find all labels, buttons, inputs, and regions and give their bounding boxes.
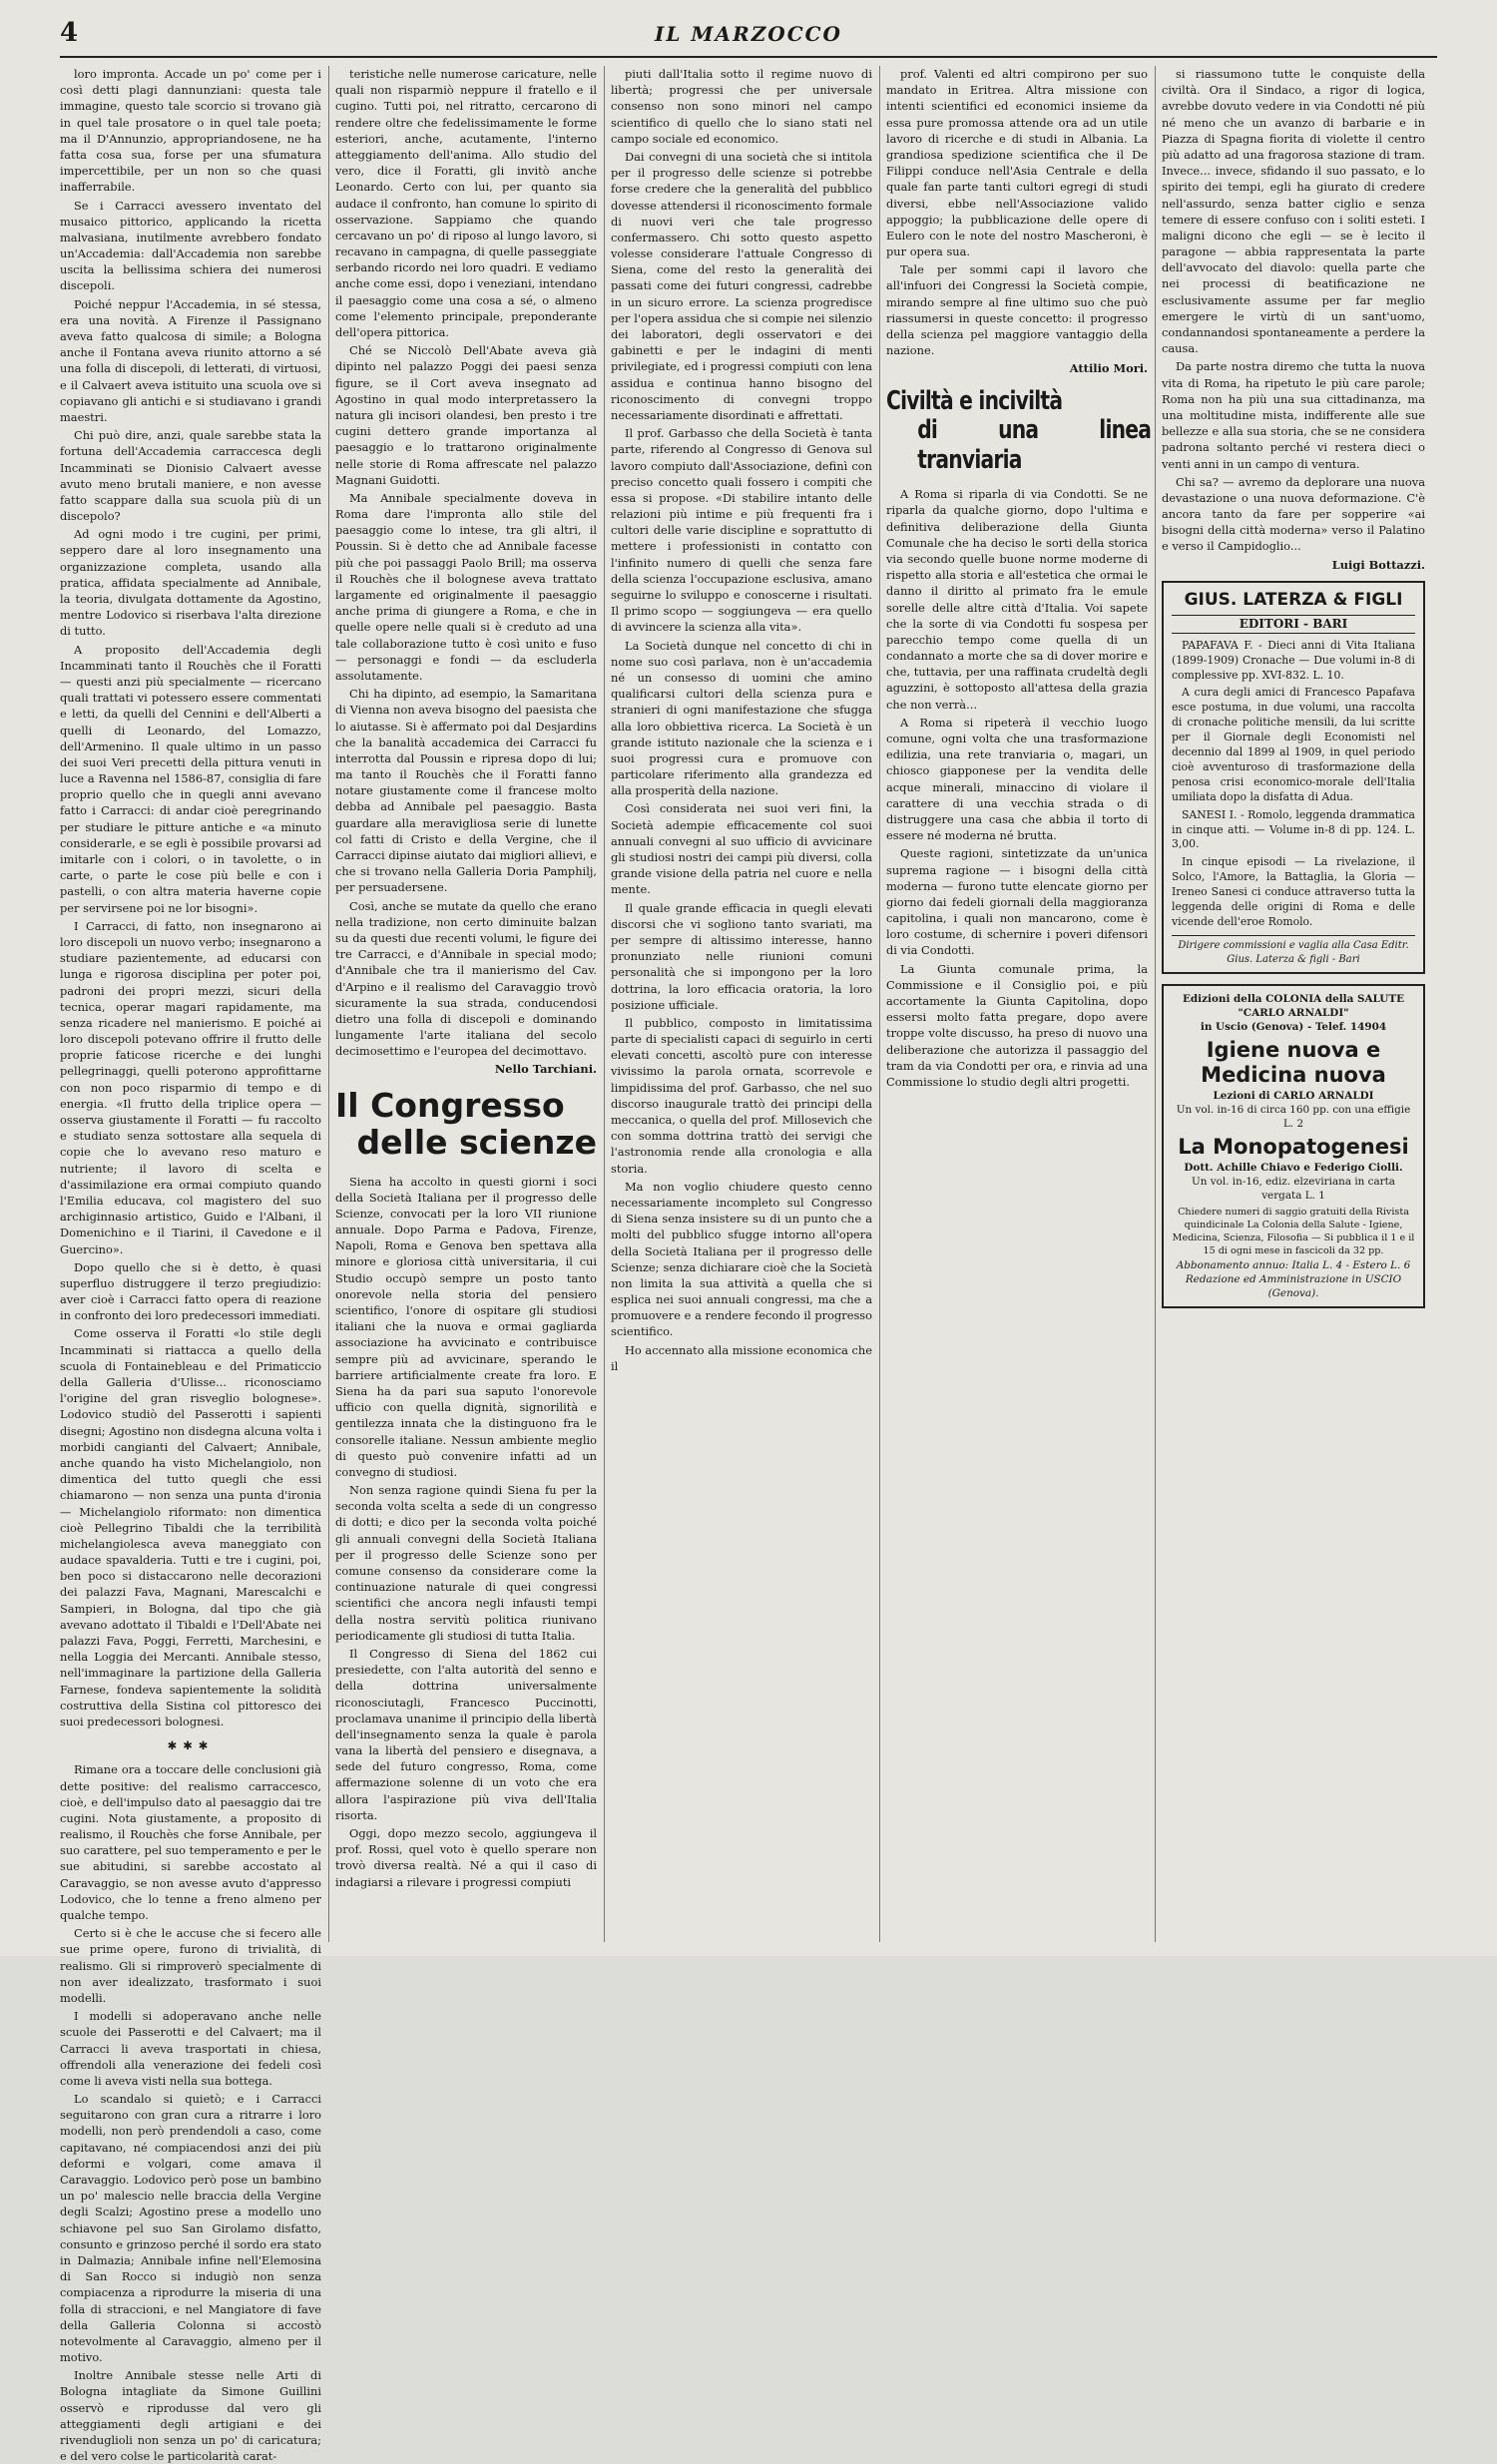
ad-line: Edizioni della COLONIA della SALUTE "CARLO ARNALDI" <box>1182 993 1404 1020</box>
paragraph: Il pubblico, composto in limitatissima parte di specialisti capaci di seguirlo in certi elevati concetti, ascoltò pure con interesse vivissimo la parola ornata, scorrevole e limpidissima del prof. Garbasso, che nel suo discorso inaugurale trattò dei principi della meccanica, o quella del prof. Millosevich che con somma dottrina trattò dei servigi che l'astronomia rende alla cronologia e alla storia. <box>611 1015 872 1176</box>
column-3 <box>611 66 872 1942</box>
ad-title: Igiene nuova e Medicina nuova <box>1201 1038 1386 1087</box>
paragraph: La Giunta comunale prima, la Commissione e il Consiglio poi, e più accortamente la Giunta Capitolina, dopo essersi molto fatta pregare, dopo avere troppe volte discusso, ha preso di nuovo una deliberazione che autorizza il passaggio del tram da via Condotti per ora, e rinvia ad una Commissione lo studio degli altri progetti. <box>886 961 1148 1089</box>
paragraph: Chi sa? — avremo da deplorare una nuova devastazione o una nuova deformazione. C'è ancora tanto da fare per sopperire «ai bisogni della città moderna» verso il Palatino e verso il Campidoglio... <box>1162 474 1425 554</box>
ad-line: Abbonamento annuo: Italia L. 4 - Estero L. 6 <box>1176 1258 1411 1271</box>
paragraph: Ho accennato alla missione economica che il <box>611 1342 872 1373</box>
section-separator: ✱✱✱ <box>167 1738 215 1753</box>
paragraph: Ma non voglio chiudere questo cenno necessariamente incompleto sul Congresso di Siena senza insistere su di un punto che a molti del pubblico sfugge intorno all'opera della Società Italiana per il progresso delle Scienze; senza dichiarare cioè che la Società non limita la sua attività a quella che si esplica nei suoi annuali congressi, ma che a promuovere e a rendere fecondo il progresso scientifico. <box>611 1179 872 1339</box>
column-divider <box>879 66 880 1942</box>
author-signature: Nello Tarchiani. <box>494 1062 597 1077</box>
paragraph: Chi può dire, anzi, quale sarebbe stata la fortuna dell'Accademia carraccesca degli Incamminati se Dionisio Calvaert avesse avuto meno brutali maniere, e non avesse fatto scappare dalla sua scuola più di un discepolo? <box>60 428 321 524</box>
ad-line: Un vol. in-16 di circa 160 pp. con una effigie L. 2 <box>1176 1103 1411 1130</box>
article-title: Civiltà e inciviltà di una linea tranviaria <box>886 385 1152 476</box>
ad-title: GIUS. LATERZA & FIGLI <box>1172 589 1415 616</box>
ad-subtitle: EDITORI - BARI <box>1172 616 1415 634</box>
paragraph: Chi ha dipinto, ad esempio, la Samaritana di Vienna non aveva bisogno del paesista che lo aiutasse. Si è affermato poi dal Desjardins che la banalità accademica dei Carracci fu interrotta dal Poussin e ripresa dopo di lui; ma tanto il Rouchès che il Foratti fanno notare giustamente come il francese molto debba ad Annibale pel paesaggio. Basta guardare alla meravigliosa serie di lunette col fatti di Cristo e della Vergine, che il Carracci dipinse aiutato dai migliori allievi, e che si trovano nella Galleria Doria Pamphilj, per persuadersene. <box>335 687 597 895</box>
column-2 <box>335 66 597 1942</box>
paragraph: Rimane ora a toccare delle conclusioni già dette positive: del realismo carraccesco, cioè, e dell'impulso dato al paesaggio dai tre cugini. Nota giustamente, a proposito di realismo, il Rouchès che forse Annibale, per suo carattere, pel suo temperamento e per le sue abitudini, si sarebbe accostato al Caravaggio, se non avesse avuto d'appresso Lodovico, che lo tenne a freno almeno per qualche tempo. <box>60 1762 321 1922</box>
column-divider <box>604 66 605 1942</box>
paragraph: Il quale grande efficacia in quegli elevati discorsi che vi sogliono tanto svariati, ma per sempre di altissimo interesse, hanno pronunziato nelle riunioni comuni personalità che si impongono per la loro dottrina, la loro efficacia oratoria, la loro posizione ufficiale. <box>611 900 872 1012</box>
column-divider <box>328 66 329 1942</box>
ad-entry: In cinque episodi — La rivelazione, il Solco, l'Amore, la Battaglia, la Gloria — Ireneo Sanesi ci conduce attraverso tutta la leggenda delle origini di Roma e delle vicende dell'eroe Romolo. <box>1172 855 1415 928</box>
paragraph: teristiche nelle numerose caricature, nelle quali non risparmiò neppure il fratello e il cugino. Tutti poi, nel ritratto, cercarono di rendere oltre che fedelissimamente le forme esteriori, anche, acutamente, l'interno atteggiamento dell'anima. Allo studio del vero, dice il Foratti, gli invitò anche Leonardo. Certo con lui, per quanto sia audace il confronto, han comune lo spirito di osservazione. Sappiamo che quando cercavano un po' di riposo al lungo lavoro, si recavano in campagna, di quelle passeggiate serbando ricordo nei loro quadri. E vediamo anche come essi, dopo i veneziani, intendano il paesaggio come una cosa a sé, o almeno come l'elemento principale, preponderante dell'opera pittorica. <box>335 67 597 339</box>
column-1 <box>60 66 321 2464</box>
advertisement-laterza <box>1162 581 1425 975</box>
paragraph: I Carracci, di fatto, non insegnarono ai loro discepoli un nuovo verbo; insegnarono a studiare pazientemente, ad educarsi con lunga e rigorosa disciplina per poter poi, padroni dei propri mezzi, sicuri della tecnica, operar magari rapidamente, ma senza ricadere nel manierismo. E poiché ai loro discepoli potevano offrire il frutto delle proprie faticose ricerche e dei lunghi pellegrinaggi, quelli poterono approfittarne con non poco risparmio di tempo e di energia. «Il frutto della triplice opera — osserva giustamente il Foratti — fu raccolto e studiato senza sottostare alla sequela di copie che lo avevano reso maturo e nutriente; il lavoro di scelta e d'assimilazione era ormai compiuto quando l'Emilia educava, col magistero del suo archiginnasio artistico, Guido e l'Albani, il Domenichino e il Tiarini, il Cavedone e il Guercino». <box>60 918 321 1256</box>
ad-line: Un vol. in-16, ediz. elzeviriana in carta vergata L. 1 <box>1192 1176 1395 1203</box>
page-header <box>60 18 1437 50</box>
paragraph: I modelli si adoperavano anche nelle scuole dei Passerotti e del Calvaert; ma il Carracci li aveva trasportati in chiesa, offrendoli alla venerazione dei fedeli così come li aveva visti nella sua bottega. <box>60 2009 321 2088</box>
paragraph: loro impronta. Accade un po' come per i così detti plagi dannunziani: questa tale immagine, questo tale scorcio si trovano già in quel tale prosatore o in quel tale poeta; ma il D'Annunzio, appropriandosene, ne ha fatta cosa sua, forse per una sfumatura impercettibile, per un non so che quasi inafferrabile. <box>60 67 321 195</box>
paragraph: Inoltre Annibale stesse nelle Arti di Bologna intagliate da Simone Guillini osservò e riprodusse dal vero gli atteggiamenti degli artigiani e dei rivenduglioli non senza un po' di caricatura; e del vero colse le particolarità carat- <box>60 2368 321 2464</box>
paragraph: Non senza ragione quindi Siena fu per la seconda volta scelta a sede di un congresso di dotti; e dico per la seconda volta poiché gli annuali convegni della Società Italiana per il progresso delle Scienze sono per comune consenso da considerare come la continuazione naturale di quei congressi scientifici che ancora negli infausti tempi della nostra servitù politica riunivano periodicamente gli studiosi di tutta Italia. <box>335 1483 597 1643</box>
ad-line: in Uscio (Genova) - Telef. 14904 <box>1200 1021 1387 1034</box>
paragraph: Dopo quello che si è detto, è quasi superfluo distruggere il terzo pregiudizio: aver cioè i Carracci fatto opera di reazione in confronto dei loro predecessori immediati. <box>60 1259 321 1323</box>
paragraph: Ma Annibale specialmente doveva in Roma dare l'impronta allo stile del paesaggio come lo intese, tra gli altri, il Poussin. Si è detto che ad Annibale facesse più che poi passaggi Paolo Brill; ma osserva il Rouchès che il bolognese aveva trattato largamente ed originalmente il paesaggio anche prima di giungere a Roma, e che in quelle opere nelle quali si è creduto ad una tale collaborazione tutto è così unito e fuso — personaggi e fondi — da escluderla assolutamente. <box>335 490 597 683</box>
paragraph: piuti dall'Italia sotto il regime nuovo di libertà; progressi che per universale consenso non sono minori nel campo scientifico di quello che lo siano stati nel campo sociale ed economico. <box>611 67 872 146</box>
paragraph: Dai convegni di una società che si intitola per il progresso delle scienze si potrebbe forse credere che la generalità del pubblico dovesse attendersi il riconoscimento formale di nuovi veri che tale progresso confermassero. Chi sotto questo aspetto volesse considerare l'attuale Congresso di Siena, come del resto la generalità dei passati come dei futuri congressi, cadrebbe in un sicuro errore. La scienza progredisce per l'opera assidua che si compie nei silenzio dei laboratori, degli osservatori e dei gabinetti e per le indagini di menti privilegiate, ed i progressi compiuti con lena assidua e continua hanno bisogno del riconoscimento di convegni troppo necessariamente disordinati e affrettati. <box>611 149 872 422</box>
masthead: IL MARZOCCO <box>655 22 842 46</box>
paragraph: A proposito dell'Accademia degli Incamminati tanto il Rouchès che il Foratti — questi anzi più specialmente — ricercano quali trattati vi potessero essere commentati e letti, da quelli del Cennini e dell'Alberti a quelli di Leonardo, del Lomazzo, dell'Armenino. Il quale ultimo in un passo dei suoi Veri precetti della pittura venuti in luce a Ravenna nel 1586-87, consiglia di fare proprio quello che in quegli anni avevano fatto i Carracci: di andar cioè peregrinando per studiare le pitture antiche e «a minuto considerarle, e se egli è possibile provarsi ad imitarle con i colori, o in tavolette, o in carte, o parte le cose più belle e con i pastelli, o con altra materia haverne copie per servirsene poi ne lor bisogni». <box>60 642 321 915</box>
column-5 <box>1162 66 1425 1942</box>
ad-entry: A cura degli amici di Francesco Papafava esce postuma, in due volumi, una raccolta di cronache politiche mensili, da lui scritte per il Giornale degli Economisti nel decennio dal 1899 al 1909, in quel periodo cioè avventuroso di trasformazione della penosa crisi economico-morale dell'Italia umiliata dopo la disfatta di Adua. <box>1172 686 1415 803</box>
ad-line: Redazione ed Amministrazione in USCIO (Genova). <box>1185 1272 1402 1300</box>
ad-line: Dott. Achille Chiavo e Federigo Ciolli. <box>1184 1162 1403 1175</box>
paragraph: Oggi, dopo mezzo secolo, aggiungeva il prof. Rossi, quel voto è quello sperare non trovò diversa realtà. Né a qui il caso di indagiarsi a rilevare i progressi compiuti <box>335 1826 597 1889</box>
paragraph: A Roma si riparla di via Condotti. Se ne riparla da qualche giorno, dopo l'ultima e definitiva deliberazione della Giunta Comunale che ha deciso le sorti della storica via secondo quelle buone norme moderne di rispetto alla storia e all'estetica che ormai le danno il diritto al primato fra le emule sorelle delle altre città d'Italia. Voi sapete che la sorte di via Condotti fu sospesa per parecchio tempo come quella di un condannato a morte che sa di dover morire e che, tuttavia, per una raffinata crudeltà degli aguzzini, è sottoposto all'attesa della grazia che non verrà... <box>886 487 1148 712</box>
paragraph: Così considerata nei suoi veri fini, la Società adempie efficacemente col suoi annuali convegni al suo ufficio di avvicinare gli studiosi nostri dei campi più diversi, colla grande visione della patria nel cuore e nella mente. <box>611 801 872 897</box>
paragraph: Il Congresso di Siena del 1862 cui presiedette, con l'alta autorità del senno e della dottrina universalmente riconosciutagli, Francesco Puccinotti, proclamava unanime il principio della libertà dell'insegnamento senza la quale è parola vana la libertà del pensiero e disegnava, a sede del futuro congresso, Roma, come affermazione solenne di un voto che era allora l'aspirazione più viva dell'Italia risorta. <box>335 1646 597 1822</box>
paragraph: Se i Carracci avessero inventato del musaico pittorico, applicando la ricetta malvasiana, inutilmente avrebbero fondato un'Accademia: dall'Accademia non sarebbe uscita la bellissima schiera dei numerosi discepoli. <box>60 198 321 293</box>
paragraph: Ché se Niccolò Dell'Abate aveva già dipinto nel palazzo Poggi dei paesi senza figure, se il Cort aveva insegnato ad Agostino in qual modo interpretassero la natura gli incisori olandesi, ben presto i tre cugini dettero grande importanza al paesaggio e lo trattarono originalmente nelle storie di Roma affrescate nel palazzo Magnani Guidotti. <box>335 343 597 487</box>
column-4 <box>886 66 1152 1942</box>
paragraph: Il prof. Garbasso che della Società è tanta parte, riferendo al Congresso di Genova sul lavoro compiuto dall'Associazione, definì con preciso concetto quali fossero i compiti che essa si propose. «Di stabilire intanto delle relazioni più intime e più frequenti fra i cultori delle varie discipline e soprattutto di mettere i professionisti in contatto con l'infinito numero di quelli che senza fare della scienza l'occupazione esclusiva, amano seguirne lo sviluppo e conoscerne i risultati. Il primo scopo — soggiungeva — era quello di avvincere la scienza alla vita». <box>611 426 872 635</box>
page-number: 4 <box>60 18 79 48</box>
paragraph: prof. Valenti ed altri compirono per suo mandato in Eritrea. Altra missione con intenti scientifici ed economici insieme da essa pure promossa attende ora ad un utile lavoro di ricerche e di studi in Albania. La grandiosa spedizione scientifica che il De Filippi conduce nell'Asia Centrale e della quale fan parte tanti cultori egregi di studi diversi, ebbe nell'Associazione valido appoggio; la pubblicazione delle opere di Eulero con le note del nostro Mascheroni, è pur opera sua. <box>886 67 1148 259</box>
paragraph: Poiché neppur l'Accademia, in sé stessa, era una novità. A Firenze il Passignano aveva fatto qualcosa di simile; a Bologna anche il Fontana aveva riunito attorno a sé una folla di discepoli, di letterati, di virtuosi, e il Calvaert aveva istituito una scuola ove si copiavano gli antichi e si studiavano i grandi maestri. <box>60 296 321 424</box>
paragraph: A Roma si ripeterà il vecchio luogo comune, ogni volta che una trasformazione edilizia, una rete tranviaria o, magari, un chiosco giapponese per la vendita delle acque minerali, minaccino di violare il carattere di una vecchia strada o di distruggere una casa che abbia il torto di essere né moderna né brutta. <box>886 715 1148 843</box>
article-title: Il Congresso delle scienze <box>335 1085 597 1162</box>
ad-footer: Dirigere commissioni e vaglia alla Casa Editr. Gius. Laterza & figli - Bari <box>1172 935 1415 967</box>
advertisement-colonia-salute <box>1162 984 1425 1308</box>
paragraph: Certo si è che le accuse che si fecero alle sue prime opere, furono di trivialità, di realismo. Gli si rimproverò specialmente di non aver idealizzato, trasformato i suoi modelli. <box>60 1926 321 2005</box>
author-signature: Attilio Mori. <box>1069 361 1148 376</box>
paragraph: Da parte nostra diremo che tutta la nuova vita di Roma, ha ripetuto le più care parole; Roma non ha più una sua cittadinanza, ma una moltitudine mista, indifferente alle sue bellezze e alla sua storia, che se ne considera padrona soltanto perché vi restera dieci o venti anni in un campo di ventura. <box>1162 359 1425 471</box>
paragraph: Tale per sommi capi il lavoro che all'infuori dei Congressi la Società compie, mirando sempre al fine ultimo suo che può riassumersi in queste concetto: il progresso della scienza pel maggiore vantaggio della nazione. <box>886 262 1148 358</box>
ad-line: Lezioni di CARLO ARNALDI <box>1213 1089 1374 1102</box>
ad-entry: SANESI I. - Romolo, leggenda drammatica in cinque atti. — Volume in-8 di pp. 124. L. 3,00. <box>1172 807 1415 851</box>
header-rule <box>60 56 1437 58</box>
paragraph: Come osserva il Foratti «lo stile degli Incamminati si riattacca a quello della scuola di Fontainebleau e del Primaticcio della Galleria d'Ulisse... riconosciamo l'origine del gran risveglio bolognese». Lodovico studiò del Passerotti i sapienti disegni; Agostino non disdegna alcuna volta i morbidi cangianti del Calvaert; Annibale, anche quando ha visto Michelangiolo, non dimentica del tutto quegli che essi chiamarono — non senza una punta d'ironia — Michelangiolo riformato: non dimentica cioè Pellegrino Tibaldi che la terribilità michelangiolesca aveva maneggiato con audace spavalderia. Tutti e tre i cugini, poi, ben poco si distaccarono nelle decorazioni dei palazzi Fava, Magnani, Marescalchi e Sampieri, in Bologna, dal tipo che già avevano adottato il Tibaldi e l'Dell'Abate nei palazzi Fava, Poggi, Ferretti, Marchesini, e nella Loggia dei Mercanti. Annibale stesso, nell'immaginare la partizione della Galleria Farnese, fondeva sapientemente la solidità costruttiva della Sistina col pittoresco dei suoi predecessori bolognesi. <box>60 1326 321 1728</box>
paragraph: Siena ha accolto in questi giorni i soci della Società Italiana per il progresso delle Scienze, convocati per la loro VII riunione annuale. Dopo Parma e Padova, Firenze, Napoli, Roma e Genova ben spettava alla minore e gloriosa città universitaria, il cui Studio occupò sempre un posto tanto onorevole nella storia del pensiero scientifico, l'onore di ospitare gli studiosi italiani che la nuova e ormai gagliarda associazione ha avvicinato e contribuisce sempre più ad avvicinare, sperando le barriere artificialmente create fra loro. E Siena ha da pari sua saputo l'onorevole ufficio con quella dignità, signorilità e gentilezza innata che la distinguono fra le consorelle italiane. Nessun ambiente meglio di questo può convenire infatti ad un convegno di studiosi. <box>335 1174 597 1479</box>
paragraph: si riassumono tutte le conquiste della civiltà. Ora il Sindaco, a rigor di logica, avrebbe dovuto vedere in via Condotti né più né meno che un avanzo di barbarie e in Piazza di Spagna fiorita di violette il centro più adatto ad una fragorosa stazione di tram. Invece... invece, sfidando il suo passato, e lo spirito dei tempi, egli ha giurato di credere nell'assurdo, senza batter ciglio e senza temere di essere confuso con i soliti esteti. I maligni dicono che egli — se è lecito il paragone — abbia rappresentata la parte dell'avvocato del diavolo: quella parte che nei processi di beatificazione ne esclusivamente assume per far meglio emergere le virtù di un sant'uomo, condannandosi spontaneamente a perdere la causa. <box>1162 67 1425 356</box>
column-divider <box>1155 66 1156 1942</box>
paragraph: Lo scandalo si quietò; e i Carracci seguitarono con gran cura a ritrarre i loro modelli, non però prendendoli a caso, come capitavano, né compiacendosi anzi dei più deformi e volgari, come amava il Caravaggio. Lodovico però pose un bambino un po' malescio nelle braccia della Vergine degli Scalzi; Agostino prese a modello uno schiavone pel suo San Girolamo disfatto, consunto e grinzoso perché il sordo era stato in Dalmazia; Annibale infine nell'Elemosina di San Rocco si indugiò non senza compiacenza a riprodurre la miseria di una folla di straccioni, e nel Mangiatore di fave della Galleria Colonna si accostò notevolmente al Caravaggio, almeno per il motivo. <box>60 2092 321 2365</box>
paragraph: Ad ogni modo i tre cugini, per primi, seppero dare al loro insegnamento una organizzazione completa, usando alla pratica, affidata specialmente ad Annibale, la teoria, divulgata dottamente da Agostino, mentre Lodovico si riserbava l'alta direzione di tutto. <box>60 527 321 639</box>
author-signature: Luigi Bottazzi. <box>1331 557 1425 572</box>
ad-note: Chiedere numeri di saggio gratuiti della Rivista quindicinale La Colonia della Salute - Igiene, Medicina, Scienza, Filosofia — Si pubblica il 1 e il 15 di ogni mese in fascicoli da 32 pp. <box>1172 1207 1415 1256</box>
ad-entry: PAPAFAVA F. - Dieci anni di Vita Italiana (1899-1909) Cronache — Due volumi in-8 di complessive pp. XVI-832. L. 10. <box>1172 638 1415 682</box>
paragraph: La Società dunque nel concetto di chi in nome suo così parlava, non è un'accademia né un consesso di uomini che amino qualificarsi cultori della scienza pura e stranieri di ogni manifestazione che sfugga alla loro obbiettiva ricerca. La Società è un grande istituto nazionale che la scienza e i suoi progressi cura e promuove con particolare riferimento alla grandezza ed alla prosperità della nazione. <box>611 638 872 798</box>
paragraph: Così, anche se mutate da quello che erano nella tradizione, non certo diminuite balzan su da questi due recenti volumi, le figure dei tre Carracci, e d'Annibale in special modo; d'Annibale che tra il manierismo del Cav. d'Arpino e il realismo del Caravaggio trovò sicuramente la sua strada, conducendosi dietro una folla di discepoli e dominando lungamente l'arte italiana del secolo decimosettimo e l'europea del decimottavo. <box>335 898 597 1059</box>
paragraph: Queste ragioni, sintetizzate da un'unica suprema ragione — i bisogni della città moderna — furono tutte elencate giorno per giorno dai fedeli giornali della maggioranza capitolina, i quali non mancarono, come è loro costume, di schernire i poveri difensori di via Condotti. <box>886 846 1148 958</box>
ad-title: La Monopatogenesi <box>1178 1134 1409 1159</box>
